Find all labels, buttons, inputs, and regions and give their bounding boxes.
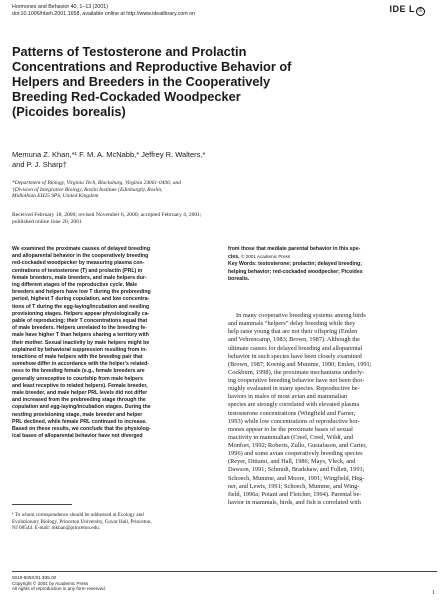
body-line: ultimate causes for delayed breeding and alloparental — [228, 344, 363, 352]
body-line: oughly evaluated in many species. Reproductive be- — [228, 385, 360, 393]
doi-line: doi:10.1006/hbeh.2001.1658, available online at http://www.idealibrary.com on — [12, 11, 196, 17]
body-line: In many cooperative breeding systems among birds — [236, 312, 366, 319]
abstract-line: teractions of male helpers with the breeding pair that — [12, 354, 143, 361]
abstract-line: explained by behavioral suppression resulting from in- — [12, 346, 148, 353]
abstract-line: ness to the breeding female (e.g., female breeders are — [12, 368, 145, 375]
abstract-line: generally unreceptive to courtship from male helpers — [12, 375, 143, 382]
abstract-line: somehow differ in accordance with the helper's related- — [12, 361, 150, 368]
footnote-divider — [12, 504, 72, 505]
abstract-line: and increased from the prebreeding stage through the — [12, 397, 146, 404]
body-line: and Vehrencamp, 1983; Brown, 1987). Although the — [228, 336, 360, 344]
body-line: inactivity in mammalian (Creel, Creel, Wildt, and — [228, 433, 354, 441]
abstract-line: ical bases of alloparental behavior have not diverged — [12, 433, 143, 440]
copyright-line: All rights of reproduction in any form reserved. — [12, 586, 106, 592]
abstract-line: and least receptive to related helpers). Female breeder, — [12, 382, 148, 389]
abstract-line: and alloparental behavior in the cooperatively breeding — [12, 253, 149, 260]
title-line: Patterns of Testosterone and Prolactin — [12, 44, 247, 59]
body-line: ing cooperative breeding behavior have not been thor- — [228, 377, 365, 384]
abstract-line: male have higher T than helpers sharing a territory with — [12, 332, 149, 339]
keywords-line: Key Words: testosterone; prolactin; delayed breeding; — [228, 261, 362, 268]
body-line: help raise young that are not their offspring (Emlen — [228, 328, 358, 336]
copyright-inline: © 2001 Academic Press — [241, 254, 291, 260]
title-line: Breeding Red-Cockaded Woodpecker — [12, 89, 241, 104]
date-line: published online June 20, 2001 — [12, 219, 82, 225]
body-line: ner, and Lewis, 1991; Schoech, Mumme, and Wing- — [228, 482, 360, 490]
body-line: Cockburn, 1998), the proximate mechanisms underly- — [228, 368, 365, 376]
abstract-line: PRL declined, while female PRL continued to increase. — [12, 418, 147, 425]
abstract-line: centrations of testosterone (T) and prolactin (PRL) in — [12, 267, 143, 274]
body-line: species are strongly correlated with elevated plasma — [228, 401, 360, 409]
author-list — [12, 150, 432, 170]
abstract-line-end: cies. — [228, 254, 240, 261]
abstract-line: Based on these results, we conclude that the physiolog- — [12, 426, 151, 433]
body-line: Monfort, 1992; Roberts, Zullo, Gustafason, and Carter, — [228, 442, 367, 449]
abstract-line: breeders and helpers have low T during the prebreeding — [12, 289, 151, 296]
body-line: Dawson, 1991; Schmidt, Bradshaw, and Follett, 1991; — [228, 466, 365, 474]
date-line: Received February 18, 2000; revised November 6, 2000; accepted February 4, 2001; — [12, 212, 202, 218]
abstract-line: period, highest T during copulation, and low concentra- — [12, 296, 150, 303]
body-line: and mammals “helpers” delay breeding while they — [228, 320, 356, 328]
abstract-line: red-cockaded woodpecker by measuring plasma con- — [12, 260, 145, 267]
body-line: Schoech, Mumme, and Moore, 1991; Wingfield, Heg- — [228, 474, 365, 482]
affiliations — [12, 180, 432, 200]
abstract-line: their mother. Sexual inactivity by male helpers might be — [12, 339, 150, 346]
affiliation-line: Midlothian EH25 9PS, United Kingdom — [12, 193, 99, 199]
abstract-line: copulation and egg-laying/incubation stages. During the — [12, 404, 151, 411]
journal-header — [12, 4, 437, 18]
abstract — [12, 246, 217, 440]
keywords-line: helping behavior; red-cockaded woodpecker; Picoides — [228, 268, 363, 275]
page-number: 1 — [432, 590, 435, 596]
correspondence-footnote — [12, 512, 217, 532]
publication-dates — [12, 212, 432, 226]
body-line: (Brown, 1987; Koenig and Mumme, 1990; Emlen, 1991; — [228, 360, 372, 368]
introduction-text — [228, 312, 438, 507]
footnote-line: ¹ To whom correspondence should be addressed at Ecology and — [12, 512, 144, 518]
body-line: mones appear to be the proximate bases of sexual — [228, 425, 353, 433]
footnote-line: NJ 08544. E-mail: mkhan@princeton.edu. — [12, 525, 101, 532]
copyright-line: 0018-506X/01 $35.00 — [12, 575, 57, 580]
abstract-line: pable of reproducing; their T concentrations equal that — [12, 318, 148, 325]
abstract-line: ing different stages of the reproductive cycle. Male — [12, 282, 138, 289]
keywords-line: borealis. — [228, 275, 250, 282]
title-line: Helpers and Breeders in the Cooperatively — [12, 74, 271, 89]
body-line: field, 1996a; Poiani and Fletcher, 1994). Parental be- — [228, 490, 362, 498]
abstract-line: from those that mediate parental behavior in this spe- — [228, 246, 361, 252]
abstract-line — [228, 253, 438, 261]
author-line: Memuna Z. Khan,*¹ F. M. A. McNabb,* Jeffrey R. Walters,* — [12, 150, 206, 159]
body-line: (Reyer, Dittami, and Hall, 1986; Mays, Vleck, and — [228, 458, 356, 466]
author-line: and P. J. Sharp† — [12, 160, 67, 169]
body-line: testosterone concentrations (Wingfield and Farner, — [228, 409, 356, 417]
journal-citation: Hormones and Behavior 40, 1–13 (2001) — [12, 4, 108, 10]
title-line: Concentrations and Reproductive Behavior of — [12, 59, 292, 74]
abstract-line: of male breeders. Helpers unrelated to the breeding fe- — [12, 325, 147, 332]
affiliation-line: *Department of Biology, Virginia Tech, Blacksburg, Virginia 24061-0406; and — [12, 180, 181, 186]
abstract-line: We examined the proximate causes of delayed breeding — [12, 246, 150, 252]
affiliation-line: †Division of Integrative Biology, Roslin Institute (Edinburgh), Roslin, — [12, 186, 163, 193]
abstract-line: nestling provisioning stage, male breeder and helper — [12, 411, 143, 418]
abstract-line: tions of T during the egg-laying/incubation and nestling — [12, 303, 150, 310]
article-title — [12, 44, 352, 119]
body-line: 1993) while low concentrations of reproductive hor- — [228, 417, 360, 425]
copyright-block — [12, 575, 106, 592]
body-line: 1996) and some avian cooperatively breeding species — [228, 450, 363, 458]
title-line: (Picoides borealis) — [12, 104, 126, 119]
abstract-line: female breeders, male breeders, and male helpers dur- — [12, 274, 147, 281]
footnote-line: Evolutionary Biology, Princeton University, Guyot Hall, Princeton, — [12, 518, 152, 525]
ideal-logo: IDE L — [389, 4, 415, 14]
body-line: behavior in such species have been closely examined — [228, 352, 362, 360]
body-line: havior in mammals, birds, and fish is correlated with — [228, 498, 361, 506]
abstract-line: male breeder, and male helper PRL levels did not differ — [12, 390, 148, 397]
copyright-line: Copyright © 2001 by Academic Press — [12, 580, 89, 586]
page-footer-divider — [12, 571, 437, 572]
abstract-line: provisioning stages. Helpers appear physiologically ca- — [12, 310, 150, 317]
registered-mark-icon: ® — [416, 7, 425, 16]
body-line: haviors in males of most avian and mammalian — [228, 393, 348, 401]
abstract-continuation — [228, 246, 438, 283]
